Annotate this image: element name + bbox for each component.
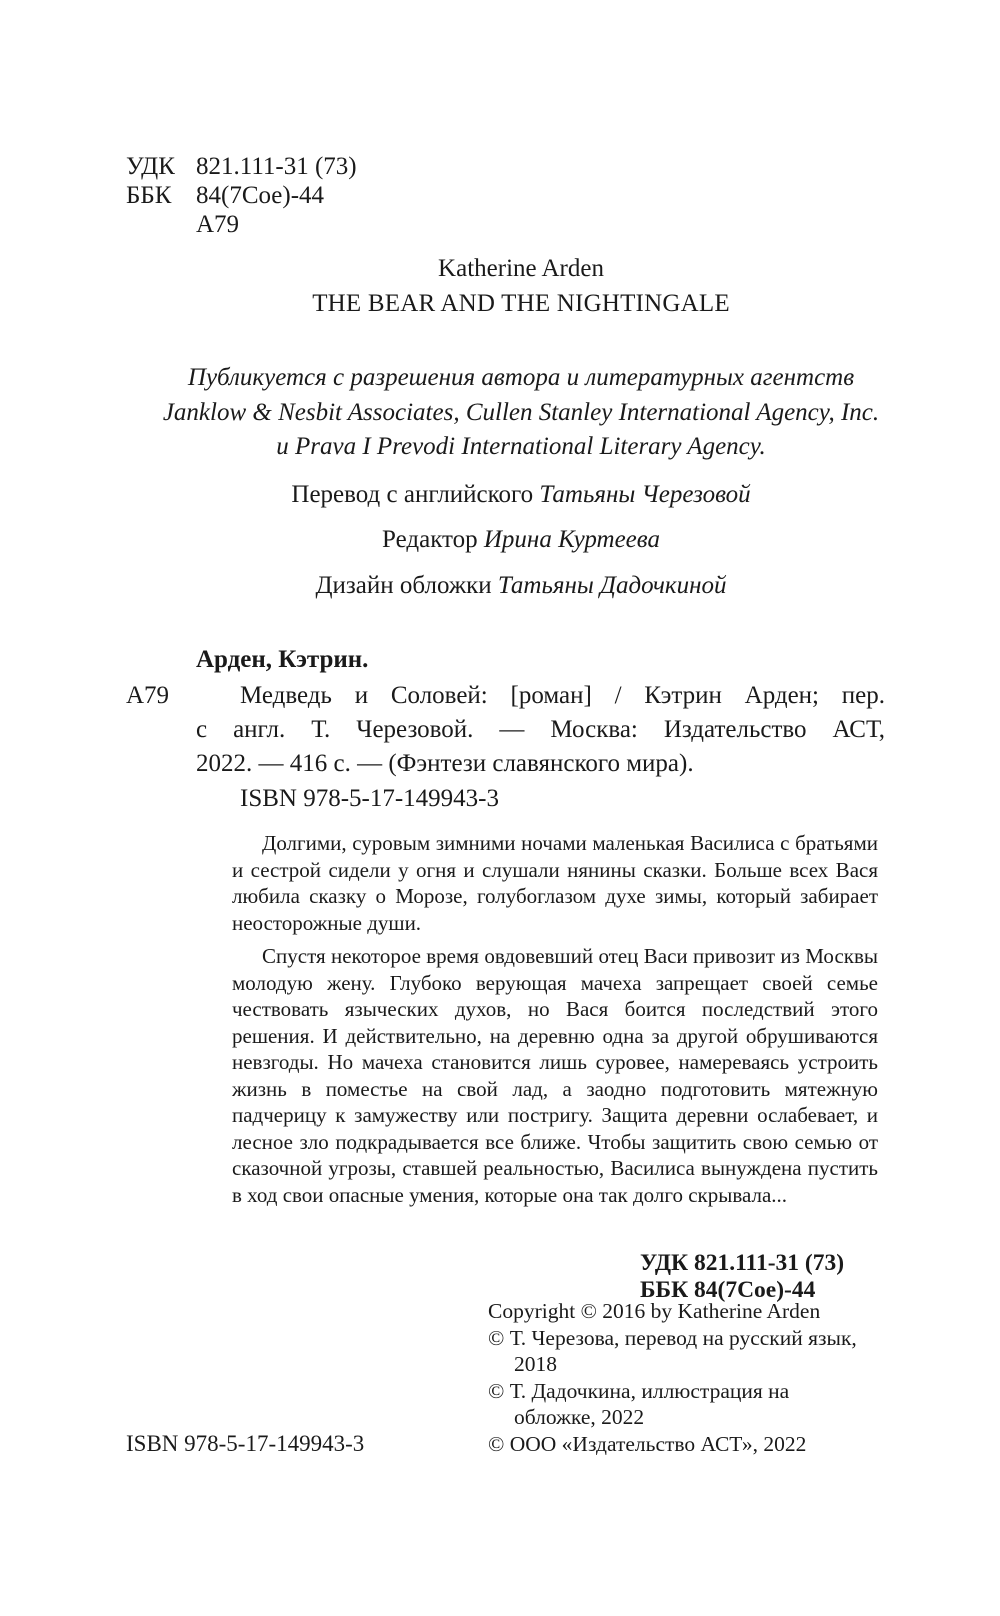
- editor-name: Ирина Куртеева: [483, 526, 660, 553]
- editor-label: Редактор: [382, 526, 478, 553]
- footer-isbn: ISBN 978-5-17-149943-3: [126, 1431, 365, 1456]
- designer-name: Татьяны Дадочкиной: [497, 572, 727, 599]
- bbk-value: 84(7Сое)-44: [196, 182, 325, 209]
- catalog-author-heading: Арден, Кэтрин.: [196, 646, 369, 673]
- udk-value: 821.111-31 (73): [196, 153, 357, 180]
- permission-line-3: и Prava I Prevodi International Literary Agency.: [276, 433, 766, 460]
- original-title: THE BEAR AND THE NIGHTINGALE: [312, 290, 730, 317]
- copyright-publisher: © ООО «Издательство АСТ», 2022: [488, 1431, 807, 1456]
- catalog-line-1: Медведь и Соловей: [роман] / Кэтрин Арден; пер.: [240, 682, 885, 709]
- annotation: [232, 830, 878, 1208]
- catalog-mark: А79: [126, 682, 170, 709]
- editor-credit: [0, 525, 1000, 555]
- copyright-original: Copyright © 2016 by Katherine Arden: [488, 1299, 821, 1323]
- udk-label: УДК: [126, 153, 175, 180]
- footer-udk: УДК 821.111-31 (73): [640, 1250, 845, 1276]
- catalog-line-3: 2022. — 416 с. — (Фэнтези славянского мира).: [196, 750, 694, 777]
- bbk-line: [126, 181, 324, 211]
- translator-name: Татьяны Черезовой: [539, 481, 751, 508]
- translation-credit: [0, 480, 1000, 510]
- bbk-label: ББК: [126, 182, 172, 209]
- design-label: Дизайн обложки: [315, 572, 492, 599]
- catalog-line-2: с англ. Т. Черезовой. — Москва: Издательство АСТ,: [196, 716, 885, 743]
- copyright-block: [488, 1298, 857, 1457]
- footer-bbk: ББК 84(7Сое)-44: [640, 1277, 816, 1303]
- permission-line-1: Публикуется с разрешения автора и литературных агентств: [187, 364, 855, 391]
- annotation-paragraph-2: Спустя некоторое время овдовевший отец Васи привозит из Москвы молодую жену. Глубоко верующая мачеха запрещает своей семье чествовать языческих духов, но Вася боится последствий этого решения. И действительно, на деревню одна за другой обрушиваются невзгоды. Но мачеха становится лишь суровее, намереваясь устроить жизнь в поместье на свой лад, а заодно подготовить мятежную падчерицу к замужеству или постригу. Защита деревни ослабевает, и лесное зло подкрадывается все ближе. Чтобы защитить свою семью от сказочной угрозы, ставшей реальностью, Василиса вынуждена пустить в ход свои опасные умения, которые она так долго скрывала...: [232, 944, 878, 1207]
- permission-line-2: Janklow & Nesbit Associates, Cullen Stanley International Agency, Inc.: [162, 399, 880, 426]
- copyright-illustration-year: обложке, 2022: [514, 1405, 645, 1429]
- copyright-translation: © Т. Черезова, перевод на русский язык,: [488, 1325, 857, 1350]
- translation-label: Перевод с английского: [291, 481, 534, 508]
- catalog-isbn: ISBN 978-5-17-149943-3: [240, 785, 500, 812]
- copyright-translation-year: 2018: [514, 1352, 557, 1376]
- copyright-illustration: © Т. Дадочкина, иллюстрация на: [488, 1378, 790, 1403]
- udk-line: [126, 152, 357, 182]
- annotation-paragraph-1: Долгими, суровым зимними ночами маленькая Василиса с братьями и сестрой сидели у огня и слушали нянины сказки. Больше всех Вася любила сказку о Морозе, голубоглазом духе зимы, который забирает неосторожные души.: [232, 831, 878, 935]
- original-author: Katherine Arden: [438, 255, 604, 282]
- author-mark: А79: [196, 211, 240, 238]
- design-credit: [0, 571, 1000, 601]
